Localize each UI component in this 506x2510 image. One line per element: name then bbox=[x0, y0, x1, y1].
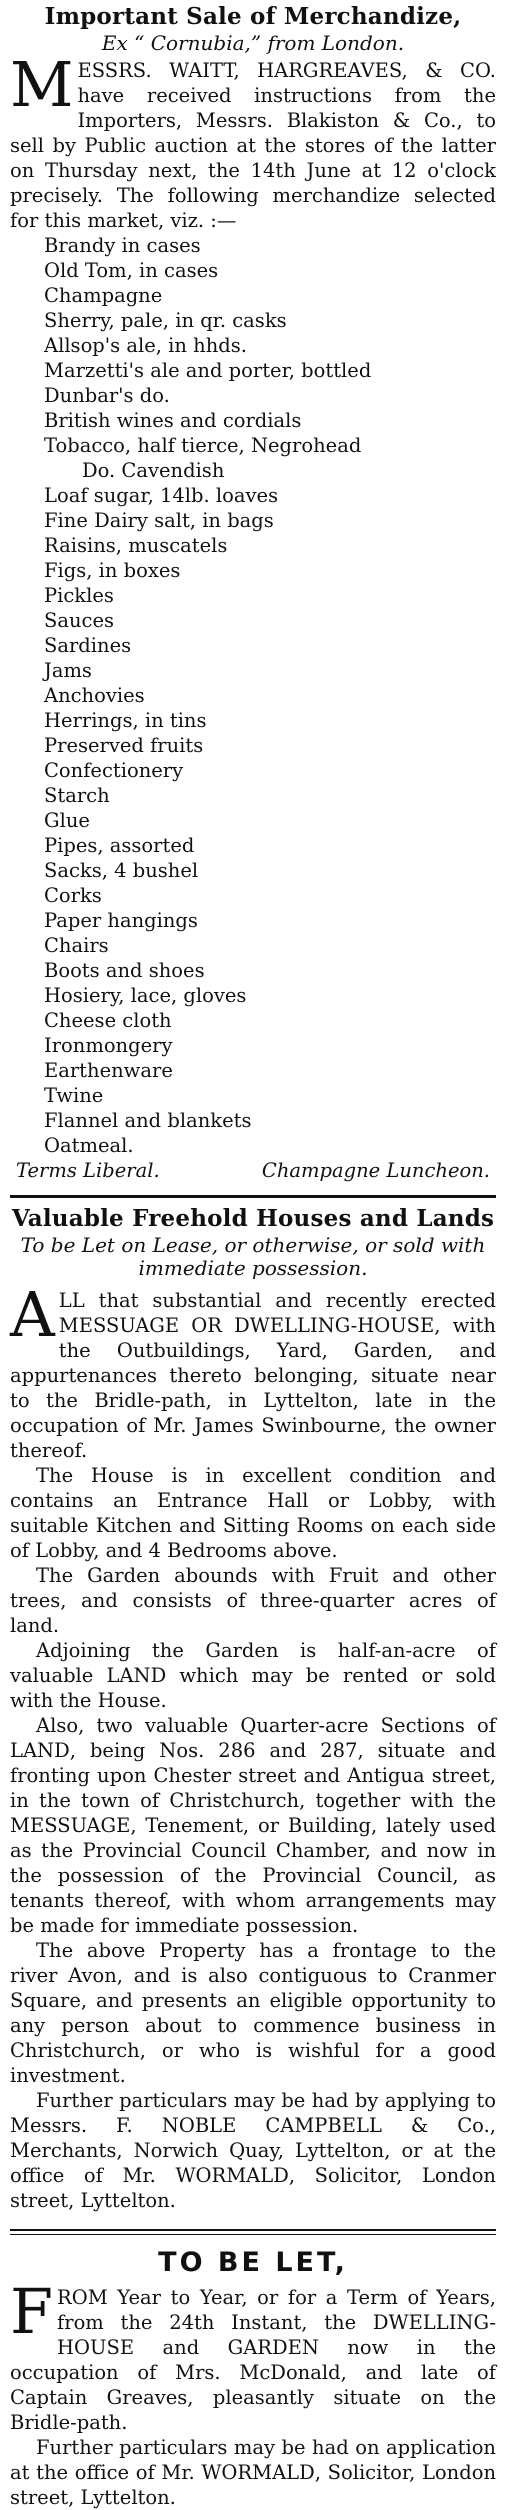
text: ROM Year to Year, or for a Term of Years, from the 24th Instant, the bbox=[57, 2286, 496, 2334]
text: , Tenement, or Building, lately used as the Provincial Council Chamber, and now in the possession of the Provincial Council, as tenants thereof, with whom arrangements may be made for immediate possession. bbox=[10, 1814, 496, 1937]
freehold-houses-ad bbox=[10, 1206, 496, 2213]
merchandize-item: Dunbar's do. bbox=[44, 384, 170, 407]
text-smallcaps: WORMALD bbox=[201, 2461, 315, 2484]
text: , Solicitor, London street, Lyttelton. bbox=[10, 2461, 497, 2509]
ad-headline: TO BE LET, bbox=[158, 2247, 348, 2278]
merchandize-item: Oatmeal. bbox=[44, 1134, 134, 1157]
text: , being Nos. 286 and 287, situate and fronting upon Chester street and Antigua street, in the town of Christchurch, together with the bbox=[10, 1739, 496, 1812]
merchandize-item: Cheese cloth bbox=[44, 1009, 172, 1032]
text-smallcaps: LAND bbox=[106, 1664, 167, 1687]
auctioneer-name: ESSRS. WAITT, HARGREAVES, & CO. bbox=[77, 59, 496, 82]
text: LL that substantial and recently erected bbox=[58, 1289, 496, 1312]
to-be-let-ad bbox=[10, 2247, 496, 2510]
ad-subhead: Ex “ Cornubia,” from London. bbox=[101, 31, 405, 55]
ad-body bbox=[10, 48, 496, 233]
merchandize-item: Ironmongery bbox=[44, 1034, 173, 1057]
ad-headline: Important Sale of Merchandize, bbox=[44, 3, 462, 30]
merchandize-item: Starch bbox=[44, 784, 110, 807]
terms-row bbox=[10, 1158, 496, 1183]
merchandize-item: Hosiery, lace, gloves bbox=[44, 984, 247, 1007]
ad-subhead: To be Let on Lease, or otherwise, or sold with immediate possession. bbox=[20, 1233, 486, 1280]
text: & Co., Merchants, Norwich Quay, Lyttelton, or at the office of Mr. bbox=[10, 2114, 496, 2187]
text-smallcaps: DWELLING-HOUSE bbox=[57, 2311, 496, 2359]
merchandize-list bbox=[10, 233, 496, 1158]
merchandize-item: Sherry, pale, in qr. casks bbox=[44, 309, 287, 332]
paragraph bbox=[10, 1278, 496, 1463]
merchandize-item: Pipes, assorted bbox=[44, 834, 195, 857]
merchandize-item: Glue bbox=[44, 809, 90, 832]
merchandize-item: Herrings, in tins bbox=[44, 709, 207, 732]
newspaper-column bbox=[0, 3, 506, 2509]
merchandize-sale-ad bbox=[10, 4, 496, 1183]
merchandize-item: Allsop's ale, in hhds. bbox=[44, 334, 247, 357]
merchandize-item: Do. Cavendish bbox=[82, 459, 225, 482]
text: Adjoining the Garden is half-an-acre of valuable bbox=[10, 1639, 496, 1687]
merchandize-item: Confectionery bbox=[44, 759, 184, 782]
merchandize-item: Pickles bbox=[44, 584, 114, 607]
merchandize-item: Twine bbox=[44, 1084, 104, 1107]
text: Further particulars may be had by applying to Messrs. F. bbox=[10, 2089, 496, 2137]
paragraph bbox=[10, 1638, 496, 1713]
text-smallcaps: WORMALD bbox=[175, 2164, 289, 2187]
merchandize-item: Brandy in cases bbox=[44, 234, 201, 257]
merchandize-item: Marzetti's ale and porter, bottled bbox=[44, 359, 372, 382]
drop-cap: A bbox=[10, 1278, 55, 1351]
paragraph: The Garden abounds with Fruit and other trees, and consists of three-quarter acres of land. bbox=[10, 1564, 496, 1637]
text-smallcaps: GARDEN bbox=[227, 2336, 319, 2359]
text-smallcaps: LAND bbox=[10, 1739, 70, 1762]
text: Further particulars may be had on application at the office of Mr. bbox=[10, 2436, 496, 2484]
merchandize-item: Sauces bbox=[44, 609, 115, 632]
paragraph bbox=[10, 1713, 496, 1938]
text-smallcaps: MESSUAGE OR DWELLING-HOUSE bbox=[58, 1314, 435, 1337]
merchandize-item: Preserved fruits bbox=[44, 734, 204, 757]
merchandize-item: Champagne bbox=[44, 284, 163, 307]
terms-text: Terms Liberal. bbox=[16, 1159, 160, 1182]
opening-paragraph bbox=[10, 48, 496, 233]
merchandize-item: Tobacco, half tierce, Negrohead bbox=[44, 434, 362, 457]
divider-rule bbox=[10, 1195, 496, 1198]
merchandize-item: Figs, in boxes bbox=[44, 559, 181, 582]
divider-rule bbox=[10, 2229, 496, 2235]
text: Also, two valuable Quarter-acre Sections of bbox=[36, 1714, 496, 1737]
text: now in the occupation of Mrs. McDonald, and late of Captain Greaves, pleasantly situate on the Bridle-path. bbox=[10, 2336, 496, 2434]
luncheon-text: Champagne Luncheon. bbox=[261, 1159, 490, 1182]
ad-body bbox=[10, 2275, 497, 2510]
paragraph bbox=[10, 2435, 496, 2510]
text-smallcaps: MESSUAGE bbox=[10, 1814, 131, 1837]
text: which may be rented or sold with the House. bbox=[10, 1664, 496, 1712]
paragraph bbox=[10, 2275, 496, 2435]
merchandize-item: Earthenware bbox=[44, 1059, 173, 1082]
merchandize-item: Boots and shoes bbox=[44, 959, 205, 982]
paragraph: The House is in excellent condition and contains an Entrance Hall or Lobby, with suitable Kitchen and Sitting Rooms on each side of Lobby, and 4 Bedrooms above. bbox=[10, 1464, 496, 1562]
merchandize-item: Loaf sugar, 14lb. loaves bbox=[44, 484, 279, 507]
merchandize-item: Corks bbox=[44, 884, 102, 907]
merchandize-item: British wines and cordials bbox=[44, 409, 302, 432]
opening-text: have received instructions from the Importers, Messrs. Blakiston & Co., to sell by Public auction at the stores of the latter on Thursday next, the 14th June at 12 o'clock precisely. The following merchandize selected for this market, viz. :— bbox=[10, 84, 496, 232]
drop-cap: F bbox=[10, 2275, 54, 2348]
merchandize-item: Flannel and blankets bbox=[44, 1109, 252, 1132]
drop-cap: M bbox=[10, 48, 74, 121]
merchandize-item: Raisins, muscatels bbox=[44, 534, 228, 557]
ad-headline: Valuable Freehold Houses and Lands bbox=[11, 1205, 495, 1232]
text: and bbox=[134, 2336, 228, 2359]
merchandize-item: Chairs bbox=[44, 934, 109, 957]
merchandize-item: Sardines bbox=[44, 634, 132, 657]
merchandize-item: Paper hangings bbox=[44, 909, 198, 932]
merchandize-item: Old Tom, in cases bbox=[44, 259, 219, 282]
merchandize-item: Jams bbox=[44, 659, 92, 682]
paragraph: The above Property has a frontage to the river Avon, and is also contiguous to Cranmer Square, and presents an eligible opportunity to any person about to commence business in Christchurch, or who is wishful for a good investment. bbox=[10, 1939, 496, 2087]
text: , with the Outbuildings, Yard, Garden, and appurtenances thereto belonging, situate near to the Bridle-path, in Lyttelton, late in the occupation of Mr. James Swinbourne, the owner thereof. bbox=[10, 1314, 496, 1462]
merchandize-item: Fine Dairy salt, in bags bbox=[44, 509, 274, 532]
paragraph bbox=[10, 2088, 496, 2213]
merchandize-item: Sacks, 4 bushel bbox=[44, 859, 199, 882]
ad-body bbox=[10, 1278, 496, 2213]
text: , Solicitor, London street, Lyttelton. bbox=[10, 2164, 496, 2212]
merchandize-item: Anchovies bbox=[44, 684, 145, 707]
text-smallcaps: NOBLE CAMPBELL bbox=[161, 2114, 382, 2137]
